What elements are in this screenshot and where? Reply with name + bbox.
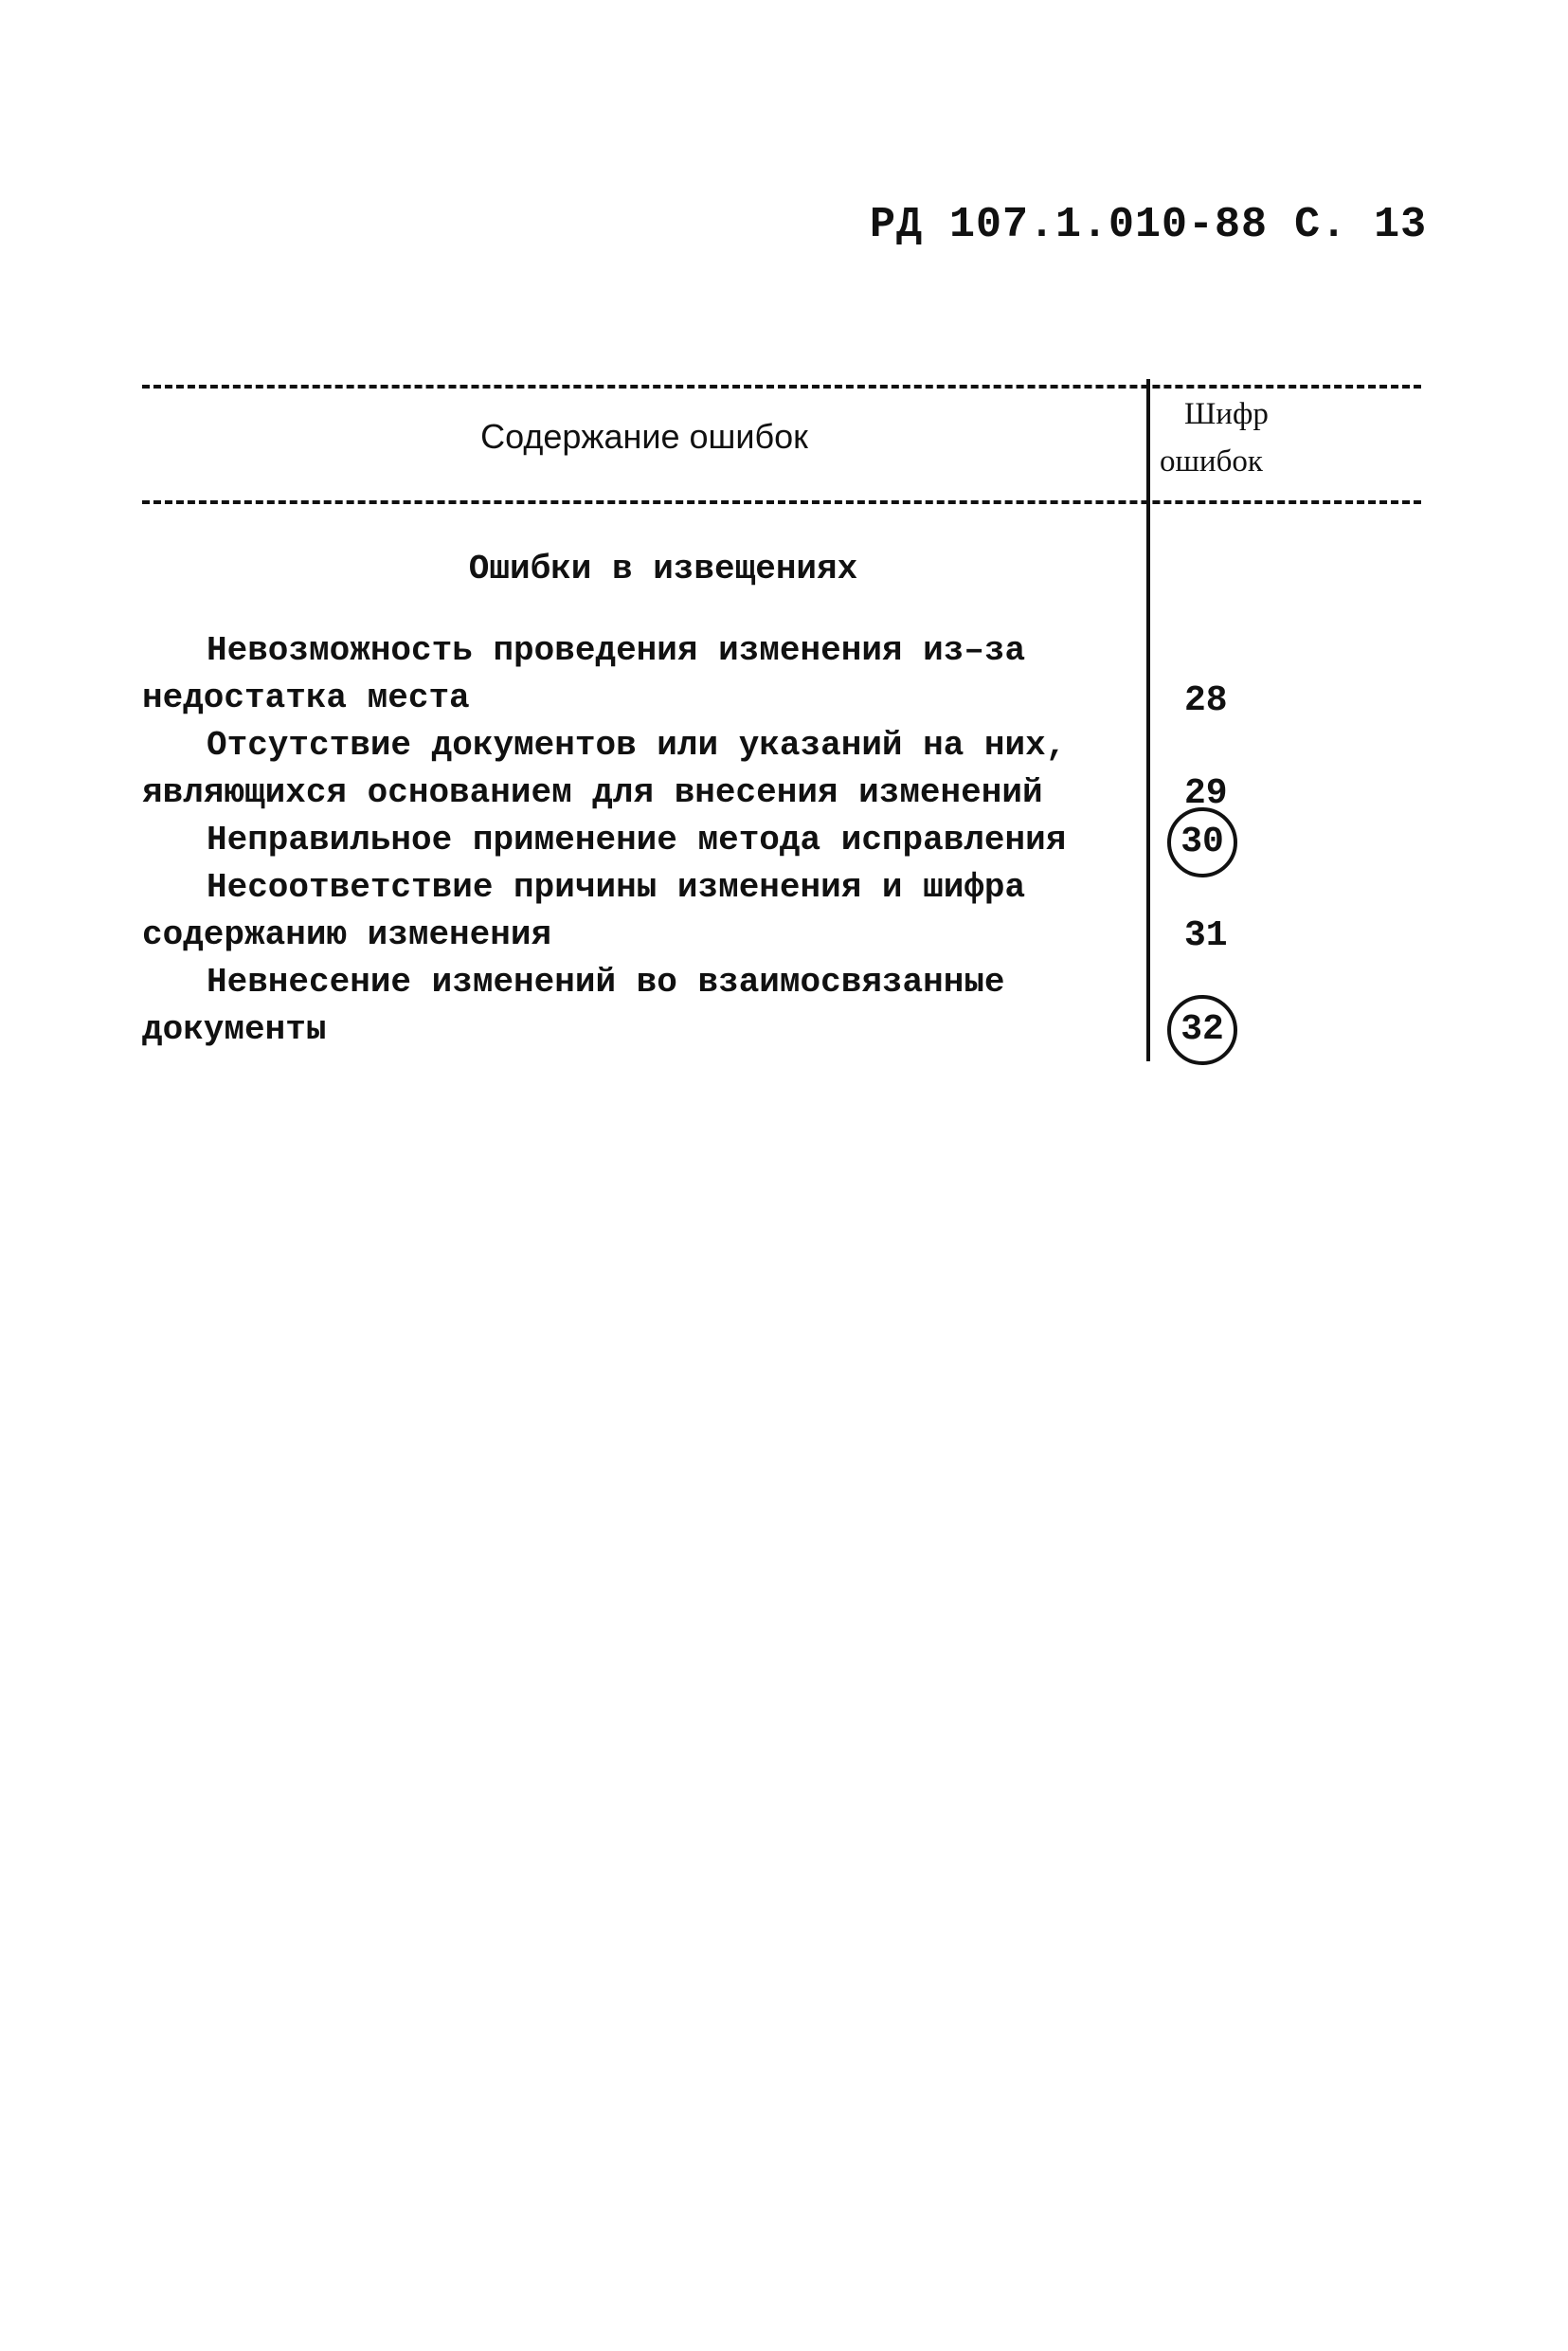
section-title: Ошибки в извещениях: [468, 550, 858, 588]
table-row-code: 31: [1184, 915, 1228, 956]
row-content-line1: Отсутствие документов или указаний на них,: [207, 726, 1067, 765]
table-row-code: 29: [1184, 773, 1228, 814]
circled-code-mark: 30: [1167, 807, 1237, 877]
circled-code-mark: 32: [1167, 995, 1237, 1065]
table-row-code: 28: [1184, 680, 1228, 721]
row-content-line1: Несоответствие причины изменения и шифра: [207, 868, 1026, 907]
table-header-rule: [142, 500, 1421, 504]
row-content-line2: документы: [142, 1010, 327, 1049]
table-row-code-circled: [1181, 807, 1326, 877]
table-top-rule: [142, 385, 1421, 389]
row-content-line1: Неправильное применение метода исправления: [207, 821, 1067, 859]
table-row-code-circled: [1181, 995, 1326, 1065]
column-header-code-line2: ошибок: [1160, 444, 1263, 479]
table-row-content: [142, 627, 1156, 722]
row-content-line2: содержанию изменения: [142, 915, 552, 954]
column-header-code-line1: Шифр: [1184, 397, 1269, 431]
error-code-table: [142, 379, 1421, 1061]
row-content-line1: Невозможность проведения изменения из–за: [207, 631, 1026, 670]
table-row-content: [142, 817, 1156, 864]
row-content-line2: являющихся основанием для внесения изменений: [142, 773, 1043, 812]
page-header-doc-code: РД 107.1.010-88 С. 13: [870, 201, 1428, 249]
table-row-content: [142, 959, 1156, 1054]
table-row-content: [142, 722, 1156, 817]
column-header-code: [1154, 390, 1421, 485]
row-content-line2: недостатка места: [142, 678, 470, 717]
table-row-content: [142, 864, 1156, 959]
row-content-line1: Невнесение изменений во взаимосвязанные: [207, 963, 1005, 1002]
column-header-content: Содержание ошибок: [480, 417, 808, 456]
